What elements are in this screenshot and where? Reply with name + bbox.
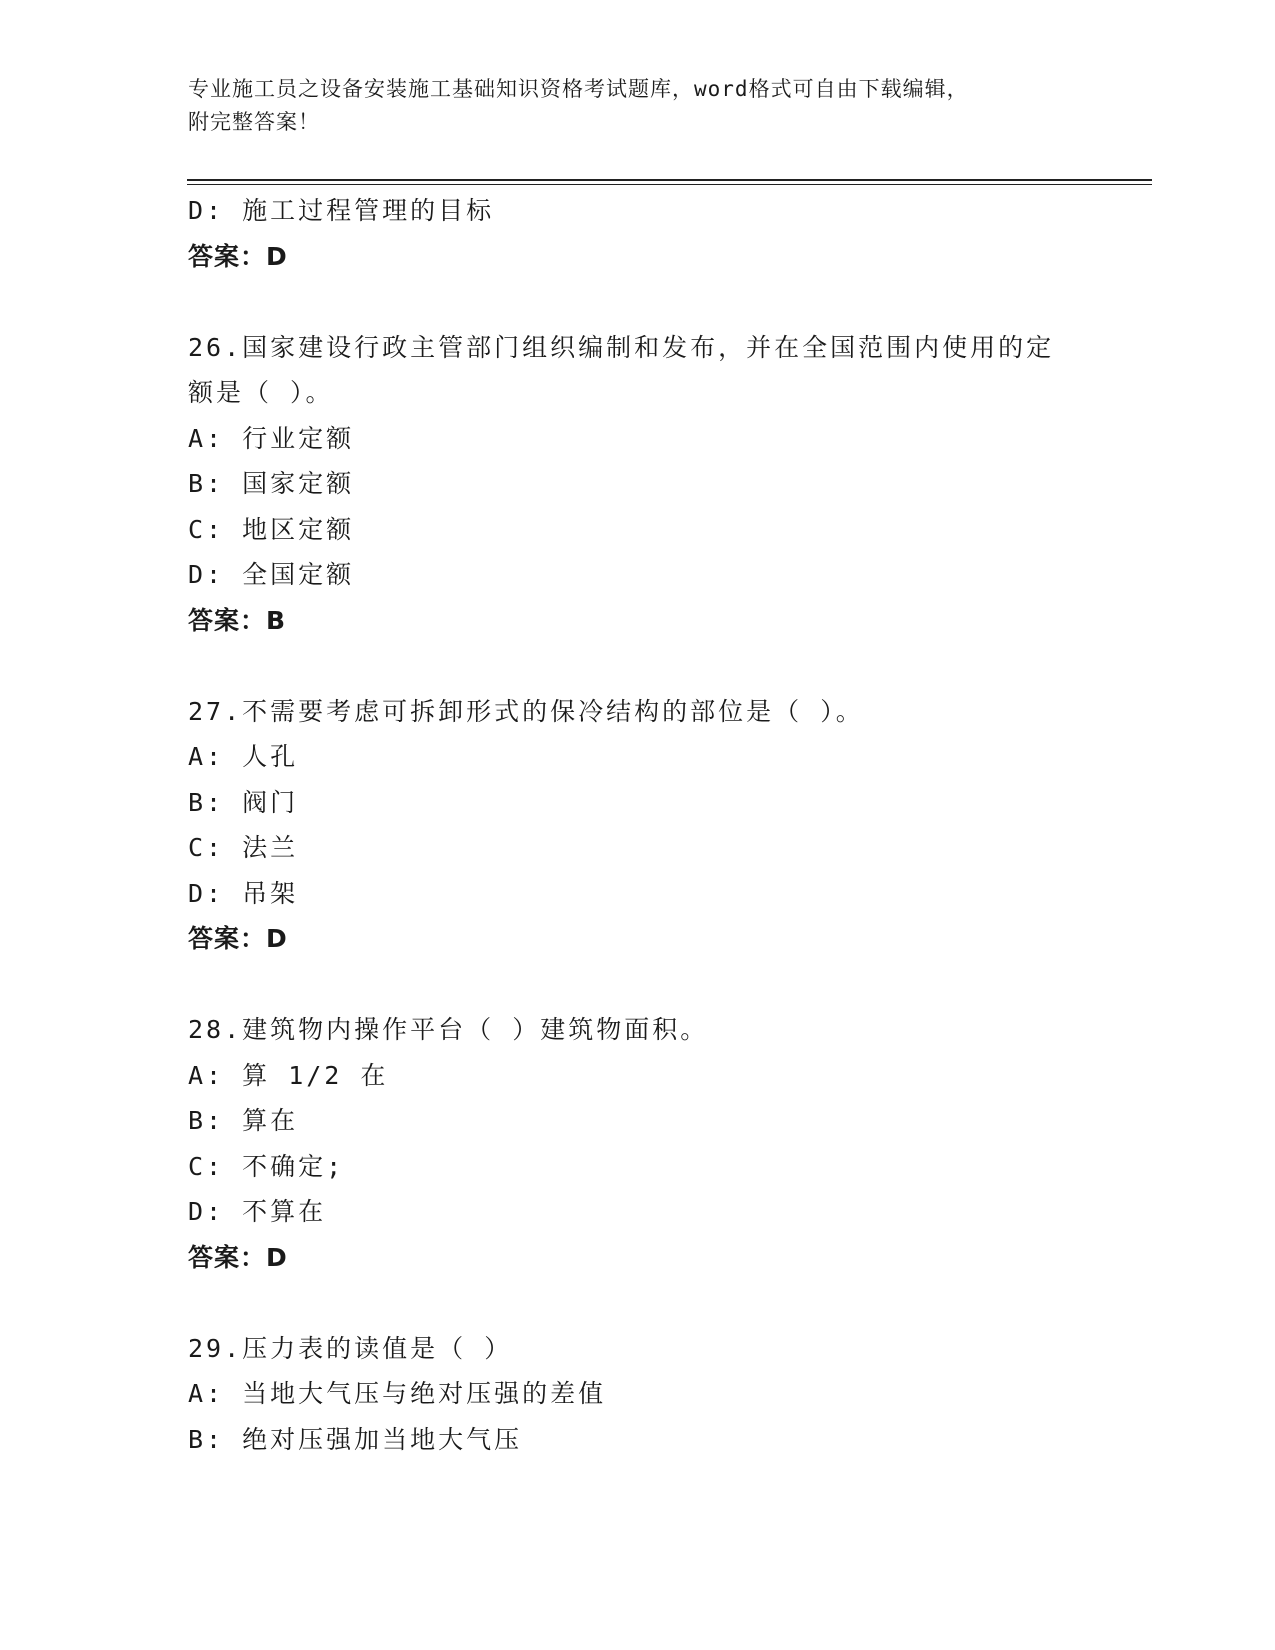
option-d: D: 全国定额 [188, 560, 355, 589]
question-29 [188, 1326, 1088, 1463]
answer-line: 答案：D [188, 241, 288, 271]
option-d: D: 不算在 [188, 1197, 327, 1226]
question-26 [188, 325, 1088, 644]
spacer [188, 962, 1088, 1008]
question-27 [188, 689, 1088, 962]
spacer [188, 1280, 1088, 1326]
option-b: B: 阀门 [188, 787, 299, 817]
option-d: D: 吊架 [188, 878, 299, 908]
answer-line: 答案：B [188, 605, 287, 635]
option-c: C: 法兰 [188, 833, 299, 862]
option-b: B: 绝对压强加当地大气压 [188, 1424, 523, 1454]
question-25-tail [188, 188, 1088, 279]
spacer [188, 279, 1088, 325]
option-c: C: 地区定额 [188, 514, 355, 544]
option-b: B: 国家定额 [188, 469, 355, 498]
question-list [188, 188, 1088, 1462]
option-a: A: 算 1/2 在 [188, 1060, 389, 1090]
question-28 [188, 1007, 1088, 1280]
spacer [188, 643, 1088, 689]
option-d: D: 施工过程管理的目标 [188, 196, 495, 225]
question-stem: 27.不需要考虑可拆卸形式的保冷结构的部位是（ ）。 [188, 696, 864, 726]
header-line-2: 附完整答案！ [188, 110, 320, 134]
option-a: A: 当地大气压与绝对压强的差值 [188, 1379, 607, 1408]
question-stem: 29.压力表的读值是（ ） [188, 1333, 513, 1363]
header-line-1: 专业施工员之设备安装施工基础知识资格考试题库，word格式可自由下载编辑， [188, 77, 969, 101]
option-c: C: 不确定; [188, 1151, 345, 1181]
answer-line: 答案：D [188, 924, 288, 953]
question-stem: 26.国家建设行政主管部门组织编制和发布，并在全国范围内使用的定 [188, 332, 1055, 362]
header-divider-thin [187, 184, 1152, 185]
option-a: A: 行业定额 [188, 423, 355, 453]
answer-line: 答案：D [188, 1242, 288, 1272]
document-header [188, 73, 1088, 139]
question-stem-continued: 额是（ ）。 [188, 378, 334, 407]
option-b: B: 算在 [188, 1106, 299, 1135]
option-a: A: 人孔 [188, 742, 299, 771]
question-stem: 28.建筑物内操作平台（ ）建筑物面积。 [188, 1015, 709, 1044]
header-divider-thick [187, 179, 1152, 181]
